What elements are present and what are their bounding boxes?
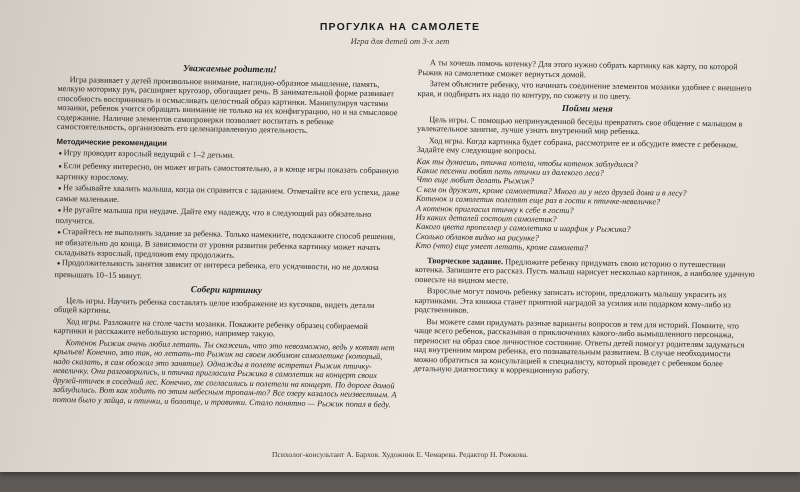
list-item: ● Если ребенку интересно, он может играть самостоятельно, а в конце игры показать собранную картинку взрослому.: [56, 160, 400, 186]
list-item: ● Старайтесь не выполнять задание за ребенка. Только намекните, подскажите способ решения, не обязательно до конца. В зависимости от уровня развития ребенка картинку может начать складывать взрослый, предложив ему продолжить.: [55, 226, 399, 262]
list-item: С кем он дружит, кроме самолетика? Много ли у него друзей дома и в лесу?: [416, 184, 687, 198]
methods-list: [55, 148, 401, 284]
list-item: Котенок и самолетик полетят еще раз в гости к птичке-невеличке?: [415, 194, 661, 207]
list-item: ● Не забывайте хвалить малыша, когда он справится с заданием. Отмечайте все его успехи, даже самые маленькие.: [56, 182, 400, 208]
list-item: Сколько облаков видно на рисунке?: [415, 231, 539, 243]
list-item: ● Не ругайте малыша при неудаче. Дайте ему надежду, что в следующий раз обязательно получится.: [55, 204, 399, 230]
course-paragraph: Ход игры. Когда картинка будет собрана, рассмотрите ее и обсудите вместе с ребенком. Задайте ему следующие вопросы.: [416, 135, 739, 156]
list-item: ● Игру проводит взрослый ведущий с 1–2 детьми.: [56, 148, 400, 165]
goal-paragraph: Цель игры. С помощью непринужденной беседы превратить свое общение с малышом в увлекательное занятие, лучше узнать внутренний мир ребенка.: [416, 114, 743, 137]
section-heading-collect: Собери картинку: [190, 284, 262, 296]
intro-paragraph: А ты хочешь помочь котенку? Для этого нужно собрать картинку как карту, по которой Рыжик на самолетике сможет вернуться домой.: [417, 58, 738, 79]
greeting-heading: Уважаемые родители!: [182, 62, 277, 75]
page-title: ПРОГУЛКА НА САМОЛЕТЕ: [319, 21, 481, 33]
goal-paragraph: Цель игры. Научить ребенка составлять целое изображение из кусочков, видеть детали общей картины.: [53, 295, 375, 315]
list-item: Из каких деталей состоит самолетик?: [415, 212, 557, 224]
credits-line: Психолог-консультант А. Бархов. Художник Е. Чемарева. Редактор Н. Рожкова.: [272, 450, 528, 459]
methods-heading: Методические рекомендации: [56, 136, 167, 148]
creative-text: Предложите ребенку придумать свою историю о путешествии котенка. Запишите его рассказ. Пусть малыш нарисует несколько картинок, а наиболее удачную повесьте на видном месте.: [414, 256, 755, 285]
list-item: ● Продолжительность занятия зависит от интереса ребенка, его усидчивости, но не должна превышать 10–15 минут.: [55, 258, 399, 284]
creative-lead: Творческое задание.: [427, 255, 504, 266]
list-item: Как ты думаешь, птичка хотела, чтобы котенок заблудился?: [416, 156, 638, 169]
section-heading-understand: Пойми меня: [561, 103, 613, 114]
list-item: Кто (что) еще умеет летать, кроме самолета?: [415, 241, 588, 253]
story-paragraph: Котенок Рыжик очень любил летать. Ты скажешь, что это невозможно, ведь у котят нет крыльев! Конечно, это так, но летать-то Рыжик на своем любимом самолетике (который, надо сказать, я сам обожал это занятие). Однажды в полете встретил Рыжик птичку-невеличку. Они разговорились, и птичка пригласила Рыжика в самолетик на концерт своих друзей-птичек в соседний лес. Конечно, те согласились и полетели на концерт. По дороге домой заблудились. Вот как ходить по этим небесным тропам-то? Все озеру казалось неизвестным. А потом было у зайца, и птички, и болотце, и травинки. Стало понятно — Рыжик попал в беду.: [52, 337, 397, 409]
course-paragraph: Ход игры. Разложите на столе части мозаики. Покажите ребенку образец собираемой картинки и расскажите небольшую историю, например такую.: [53, 316, 368, 339]
list-item: А котенок пригласил птичку к себе в гости?: [415, 203, 574, 215]
list-item: Какие песенки любят петь птички из далекого леса?: [416, 165, 604, 178]
left-column: [53, 58, 402, 411]
right-column: [414, 58, 758, 380]
closing-paragraph: Вы можете сами придумать разные варианты вопросов и тем для историй. Помните, что чаще всего ребенок, рассказывая о приключениях какого-либо вымышленного персонажа, переносит на образ свое личностное состояние. Ответы детей помогут родителям задуматься над внутренним миром ребенка, его познавательным развитием. В случае необходимости можно обратиться за консультацией к специалисту, который проведет с ребенком более детальную диагностику в коррекционную работу.: [413, 316, 745, 376]
list-item: Что еще любит делать Рыжик?: [416, 175, 535, 186]
questions-list: [415, 156, 756, 255]
creative-paragraph: [415, 256, 755, 289]
page-subtitle: Игра для детей от 3-х лет: [350, 36, 450, 46]
adults-paragraph: Взрослые могут помочь ребенку записать истории, предложить малышу украсить их картинками. Эта книжка станет приятной наградой за усилия или подарком кому-либо из родственников.: [414, 286, 731, 315]
list-item: Какого цвета пропеллер у самолетика и шарфик у Рыжика?: [415, 222, 631, 235]
intro-paragraph: Затем объясните ребенку, что начинать соединение элементов мозаики удобнее с внешнего края, и подбирать их надо по контуру, по сюжету и по цвету.: [417, 79, 752, 101]
intro-paragraph: Игра развивает у детей произвольное внимание, наглядно-образное мышление, память, мелкую моторику рук, расширяет кругозор, обогащает речь. В занимательной форме развивает способность воспринимать и осмысливать целостный образ картинки. Манипулируя частями мозаики, ребенок учится обращать внимание не только на их конфигурацию, но и на смысловое содержание. Наличие элементов самопроверки позволяет воспитать в ребенке самостоятельность, организовать его целенаправленную деятельность.: [56, 74, 398, 135]
